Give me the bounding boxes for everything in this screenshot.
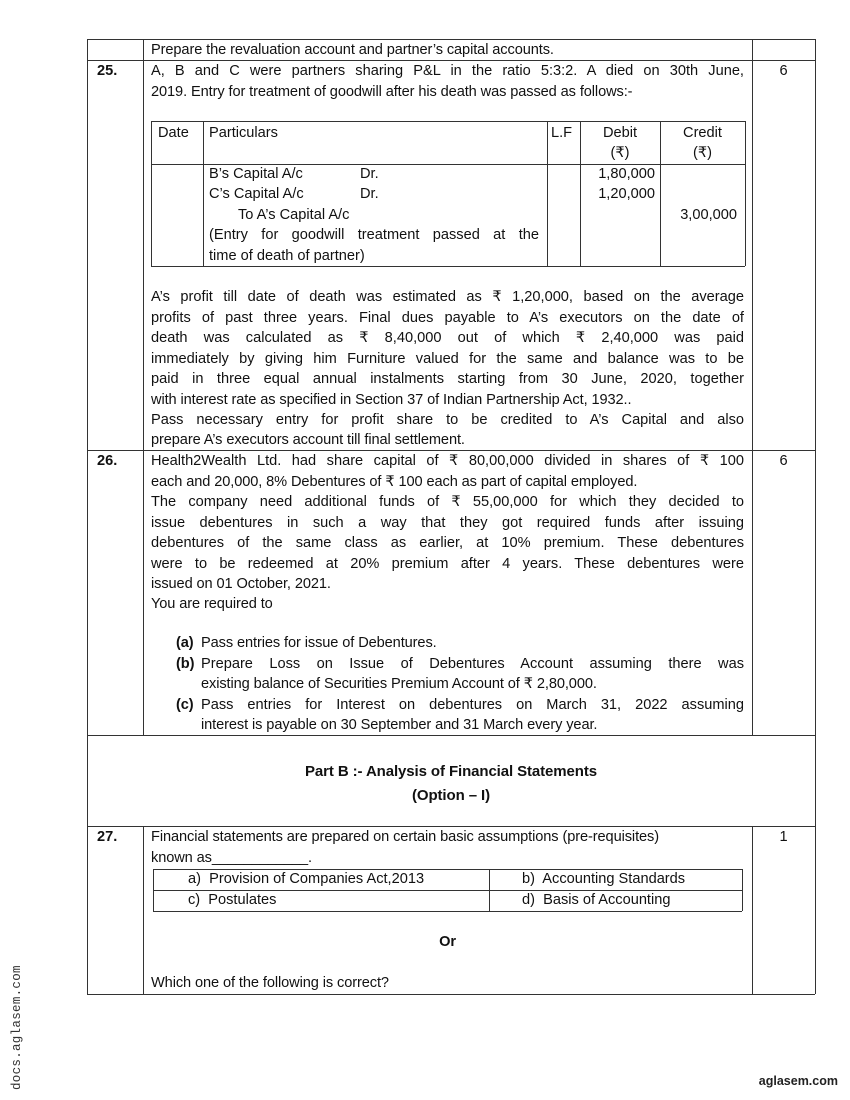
journal-row-particulars: C’s Capital A/c	[209, 186, 304, 202]
watermark-right[interactable]: aglasem.com	[758, 1074, 838, 1088]
question-number: 26.	[97, 453, 118, 469]
journal-border	[745, 121, 746, 266]
question-number: 25.	[97, 63, 118, 79]
question-text-line: known as____________.	[151, 850, 313, 866]
question-text-line: issued on 01 October, 2021.	[151, 576, 331, 592]
question-text-line: death was calculated as ₹ 8,40,000 out of which ₹ 2,40,000 was paid	[151, 330, 744, 346]
or-separator: Or	[439, 934, 456, 950]
question-text-line: The company need additional funds of ₹ 55,00,000 for which they decided to	[151, 494, 744, 510]
subpart-text: Pass entries for Interest on debentures on March 31, 2022 assuming	[201, 697, 744, 713]
question-text-line: Health2Wealth Ltd. had share capital of ₹ 80,00,000 divided in shares of ₹ 100	[151, 453, 744, 469]
question-text-line: each and 20,000, 8% Debentures of ₹ 100 each as part of capital employed.	[151, 474, 638, 490]
journal-header-lf: L.F	[551, 125, 573, 141]
question-text-line: paid in three equal annual instalments starting from 30 June, 2020, together	[151, 371, 744, 387]
watermark-left: docs.aglasem.com	[10, 965, 24, 1090]
options-border	[153, 869, 742, 870]
subpart-label: (a)	[176, 635, 194, 651]
question-text-line: profits of past three years. Final dues payable to A’s executors on the date of	[151, 310, 744, 326]
table-border-bottom	[87, 994, 815, 995]
option-label: d)	[522, 892, 535, 908]
carryover-text: Prepare the revaluation account and partner’s capital accounts.	[151, 42, 554, 58]
options-border	[742, 869, 743, 911]
option-label: b)	[522, 871, 535, 887]
options-border	[153, 911, 742, 912]
question-text-line: 2019. Entry for treatment of goodwill after his death was passed as follows:-	[151, 84, 633, 100]
journal-header-date: Date	[158, 125, 189, 141]
journal-row-dr: Dr.	[360, 166, 379, 182]
journal-border	[151, 121, 152, 266]
option-b[interactable]	[522, 871, 685, 887]
subpart-text: Pass entries for issue of Debentures.	[201, 635, 437, 651]
question-text-line: A, B and C were partners sharing P&L in the ratio 5:3:2. A died on 30th June,	[151, 63, 744, 79]
option-c[interactable]	[188, 892, 276, 908]
option-text: Accounting Standards	[542, 871, 686, 887]
table-border-right	[815, 39, 816, 994]
option-text: Basis of Accounting	[543, 892, 671, 908]
section-subtitle: (Option – I)	[412, 787, 490, 804]
question-text-line: A’s profit till date of death was estimated as ₹ 1,20,000, based on the average	[151, 289, 744, 305]
section-title: Part B :- Analysis of Financial Statements	[305, 763, 597, 780]
option-text: Provision of Companies Act,2013	[209, 871, 425, 887]
journal-row-credit: 3,00,000	[680, 207, 737, 223]
question-text-line: Pass necessary entry for profit share to be credited to A’s Capital and also	[151, 412, 744, 428]
subpart-label: (c)	[176, 697, 194, 713]
question-number: 27.	[97, 829, 118, 845]
option-d[interactable]	[522, 892, 670, 908]
options-divider	[153, 890, 742, 891]
option-a[interactable]	[188, 871, 424, 887]
subpart-label: (b)	[176, 656, 195, 672]
journal-row-dr: Dr.	[360, 186, 379, 202]
journal-column-divider	[203, 121, 204, 266]
question-text-line: prepare A’s executors account till final settlement.	[151, 432, 465, 448]
option-label: c)	[188, 892, 201, 908]
question-text-line: issue debentures in such a way that they got required funds after issuing	[151, 515, 744, 531]
subpart-text: interest is payable on 30 September and 31 March every year.	[201, 717, 598, 733]
options-border	[153, 869, 154, 911]
subpart-text: existing balance of Securities Premium Account of ₹ 2,80,000.	[201, 676, 597, 692]
question-text-line: were to be redeemed at 20% premium after 4 years. These debentures were	[151, 556, 744, 572]
options-divider	[489, 869, 490, 911]
column-divider	[752, 826, 753, 994]
table-border-left	[87, 39, 88, 994]
question-marks: 6	[779, 453, 788, 469]
journal-narration-line: (Entry for goodwill treatment passed at the	[209, 227, 539, 243]
option-label: a)	[188, 871, 201, 887]
journal-header-credit: Credit	[683, 125, 722, 141]
question-text-line: Financial statements are prepared on certain basic assumptions (pre-requisites)	[151, 829, 659, 845]
journal-row-particulars: To A’s Capital A/c	[238, 207, 350, 223]
question-text-line: with interest rate as specified in Section 37 of Indian Partnership Act, 1932..	[151, 392, 632, 408]
journal-row-debit: 1,20,000	[598, 186, 655, 202]
journal-row-debit: 1,80,000	[598, 166, 655, 182]
question-text-line: immediately by giving him Furniture valued for the same and balance was to be	[151, 351, 744, 367]
journal-header-debit-unit: (₹)	[610, 145, 630, 161]
question-marks: 6	[779, 63, 788, 79]
journal-header-particulars: Particulars	[209, 125, 278, 141]
question-text-line: debentures of the same class as earlier, at 10% premium. These debentures	[151, 535, 744, 551]
journal-row-particulars: B’s Capital A/c	[209, 166, 303, 182]
column-divider	[143, 826, 144, 994]
journal-header-debit: Debit	[602, 125, 638, 141]
question-marks: 1	[779, 829, 788, 845]
journal-border	[151, 121, 745, 122]
column-divider	[752, 39, 753, 735]
option-text: Postulates	[208, 892, 277, 908]
question-text-line: You are required to	[151, 596, 273, 612]
journal-narration-line: time of death of partner)	[209, 248, 365, 264]
column-divider	[143, 39, 144, 735]
subpart-text: Prepare Loss on Issue of Debentures Account assuming there was	[201, 656, 744, 672]
journal-column-divider	[547, 121, 548, 266]
question-text-line: Which one of the following is correct?	[151, 975, 389, 991]
journal-header-credit-unit: (₹)	[692, 145, 712, 161]
